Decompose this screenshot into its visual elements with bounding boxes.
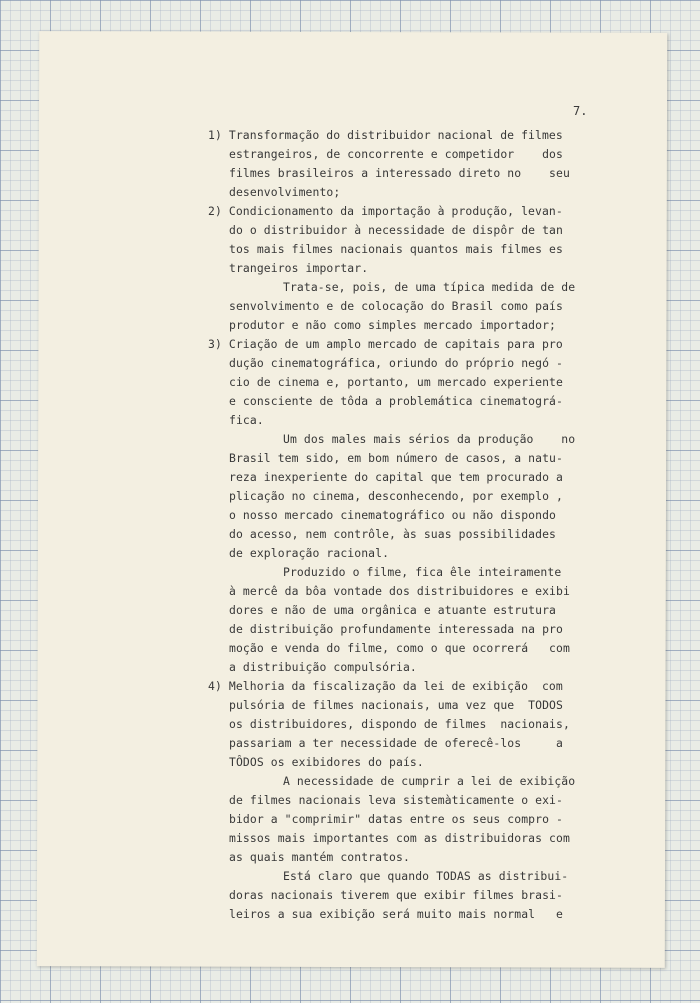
text-line: A necessidade de cumprir a lei de exibição <box>283 774 576 788</box>
text-line: Está claro que quando TODAS as distribui- <box>283 869 569 883</box>
text-line: senvolvimento e de colocação do Brasil como país <box>229 299 563 313</box>
text-line: dores e não de uma orgânica e atuante estrutura <box>229 603 557 617</box>
text-line: 3) Criação de um amplo mercado de capitais para pro <box>208 337 563 351</box>
text-line: Um dos males mais sérios da produção no <box>283 432 576 446</box>
text-line: do acesso, nem contrôle, às suas possibilidades <box>229 527 557 541</box>
text-line: cio de cinema e, portanto, um mercado experiente <box>229 375 563 389</box>
text-line: plicação no cinema, desconhecendo, por exemplo , <box>229 489 563 503</box>
text-line: trangeiros importar. <box>229 261 369 275</box>
text-line: as quais mantém contratos. <box>229 850 410 864</box>
text-line: os distribuidores, dispondo de filmes nacionais, <box>229 717 570 731</box>
text-line: dução cinematográfica, oriundo do próprio negó - <box>229 356 563 370</box>
text-line: pulsória de filmes nacionais, uma vez que TODOS <box>229 698 563 712</box>
text-line: Trata-se, pois, de uma típica medida de de <box>283 280 576 294</box>
text-line: tos mais filmes nacionais quantos mais filmes es <box>229 242 563 256</box>
text-line: de filmes nacionais leva sistemàticamente o exi- <box>229 793 563 807</box>
text-line: Produzido o filme, fica êle inteiramente <box>283 565 562 579</box>
text-line: de distribuição profundamente interessada na pro <box>229 622 563 636</box>
text-line: 1) Transformação do distribuidor nacional de filmes <box>208 128 563 142</box>
text-line: fica. <box>229 413 264 427</box>
text-line: filmes brasileiros a interessado direto no seu <box>229 166 570 180</box>
text-line: leiros a sua exibição será muito mais normal e <box>229 907 563 921</box>
text-line: estrangeiros, de concorrente e competidor dos <box>229 147 563 161</box>
text-line: moção e venda do filme, como o que ocorrerá com <box>229 641 570 655</box>
text-line: de exploração racional. <box>229 546 390 560</box>
text-line: TÔDOS os exibidores do país. <box>229 755 424 769</box>
text-line: a distribuição compulsória. <box>229 660 417 674</box>
text-line: doras nacionais tiverem que exibir filmes brasi- <box>229 888 563 902</box>
text-line: reza inexperiente do capital que tem procurado a <box>229 470 563 484</box>
text-line: e consciente de tôda a problemática cinematográ- <box>229 394 563 408</box>
text-line: missos mais importantes com as distribuidoras com <box>229 831 570 845</box>
page-number: 7. <box>573 104 588 118</box>
text-line: desenvolvimento; <box>229 185 341 199</box>
text-line: à mercê da bôa vontade dos distribuidores e exibi <box>229 584 570 598</box>
text-line: 2) Condicionamento da importação à produção, levan- <box>208 204 563 218</box>
text-line: 4) Melhoria da fiscalização da lei de exibição com <box>208 679 563 693</box>
text-line: passariam a ter necessidade de oferecê-los a <box>229 736 563 750</box>
text-line: o nosso mercado cinematográfico ou não dispondo <box>229 508 557 522</box>
text-line: bidor a "comprimir" datas entre os seus compro - <box>229 812 563 826</box>
text-line: do o distribuidor à necessidade de dispôr de tan <box>229 223 563 237</box>
text-line: produtor e não como simples mercado importador; <box>229 318 557 332</box>
text-line: Brasil tem sido, em bom número de casos, a natu- <box>229 451 563 465</box>
